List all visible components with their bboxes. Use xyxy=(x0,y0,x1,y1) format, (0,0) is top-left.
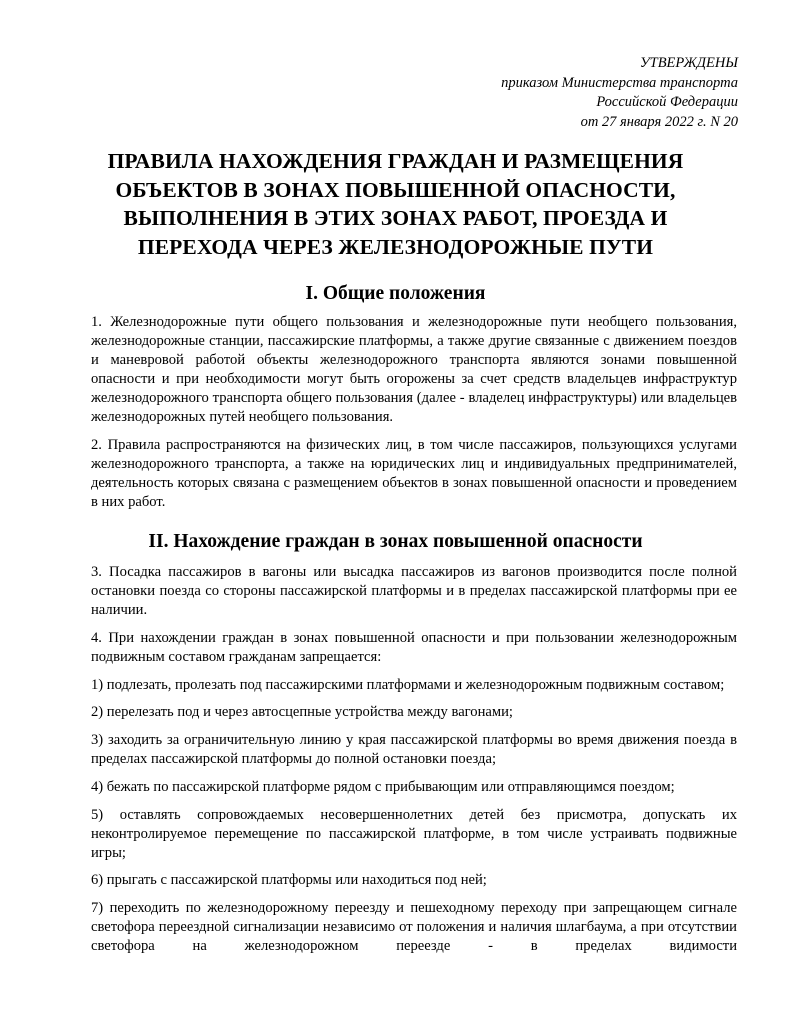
list-item: 4) бежать по пассажирской платформе рядом с прибывающим или отправляющимся поездом; xyxy=(91,778,675,795)
list-item: 6) прыгать с пассажирской платформы или находиться под ней; xyxy=(91,872,487,889)
document-title xyxy=(60,147,731,261)
approval-stamp xyxy=(501,54,738,132)
list-item: 3) заходить за ограничительную линию у края пассажирской платформы во время движения поезда в пределах пассажирской платформы до полной остановки поезда; xyxy=(91,732,737,768)
title-line: ПРАВИЛА НАХОЖДЕНИЯ ГРАЖДАН И РАЗМЕЩЕНИЯ xyxy=(107,149,684,173)
section-body xyxy=(91,563,737,965)
paragraph: 1. Железнодорожные пути общего пользования и железнодорожные пути необщего пользования, железнодорожные станции, пассажирские платформы, а также другие связанные с движением поездов и маневровой работой объекты железнодорожного транспорта являются зонами повышенной опасности и при необходимости могут быть огорожены за счет средств владельцев инфраструктур железнодорожного транспорта общего пользования (далее - владелец инфраструктуры) или владельцев железнодорожных путей необщего пользования. xyxy=(91,314,737,426)
title-line: ВЫПОЛНЕНИЯ В ЭТИХ ЗОНАХ РАБОТ, ПРОЕЗДА И xyxy=(123,206,668,230)
title-line: ОБЪЕКТОВ В ЗОНАХ ПОВЫШЕННОЙ ОПАСНОСТИ, xyxy=(115,177,676,202)
approval-line: Российской Федерации xyxy=(596,94,738,110)
paragraph: 4. При нахождении граждан в зонах повышенной опасности и при пользовании железнодорожным подвижным составом гражданам запрещается: xyxy=(91,629,737,665)
section-body xyxy=(91,313,737,521)
approval-line: приказом Министерства транспорта xyxy=(501,74,738,91)
list-item: 5) оставлять сопровождаемых несовершеннолетних детей без присмотра, допускать их неконтролируемое перемещение по пассажирской платформе, в том числе устраивать подвижные игры; xyxy=(91,806,737,861)
approval-line: УТВЕРЖДЕНЫ xyxy=(639,55,738,71)
list-item: 7) переходить по железнодорожному переезду и пешеходному переходу при запрещающем сигнале светофора переездной сигнализации независимо от положения и наличия шлагбаума, а при отсутствии светофора на железнодорожном переезде - в пределах видимости xyxy=(91,900,737,955)
section-heading: II. Нахождение граждан в зонах повышенной опасности xyxy=(148,531,643,552)
approval-line: от 27 января 2022 г. N 20 xyxy=(580,113,738,130)
paragraph: 2. Правила распространяются на физических лиц, в том числе пассажиров, пользующихся услугами железнодорожного транспорта, а также на юридических лиц и индивидуальных предпринимателей, деятельность которых связана с размещением объектов в зонах повышенной опасности и проведением в них работ. xyxy=(91,437,737,511)
section-heading: I. Общие положения xyxy=(305,283,486,304)
list-item: 2) перелезать под и через автосцепные устройства между вагонами; xyxy=(91,704,513,721)
list-item: 1) подлезать, пролезать под пассажирскими платформами и железнодорожным подвижным составом; xyxy=(91,676,725,693)
paragraph: 3. Посадка пассажиров в вагоны или высадка пассажиров из вагонов производится после полной остановки поезда со стороны пассажирской платформы и в пределах пассажирской платформы при ее наличии. xyxy=(91,564,737,619)
title-line: ПЕРЕХОДА ЧЕРЕЗ ЖЕЛЕЗНОДОРОЖНЫЕ ПУТИ xyxy=(137,234,654,259)
